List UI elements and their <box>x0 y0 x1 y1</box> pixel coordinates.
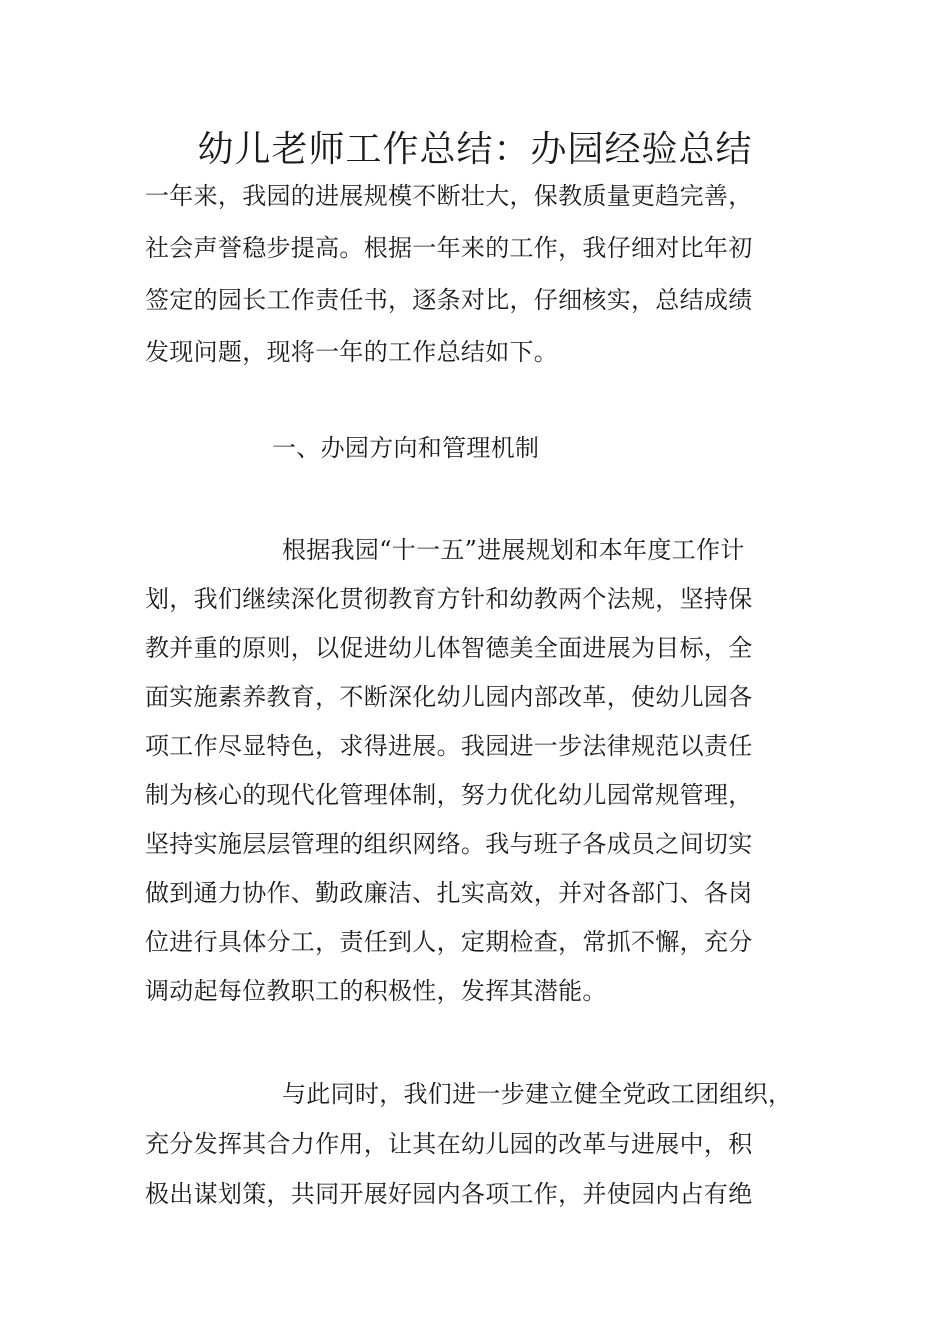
paragraph1-line-8: 做到通力协作、勤政廉洁、扎实高效，并对各部门、各岗 <box>145 879 753 907</box>
paragraph2-line-2: 充分发挥其合力作用，让其在幼儿园的改革与进展中，积 <box>145 1130 753 1158</box>
paragraph1-line-6: 制为核心的现代化管理体制，努力优化幼儿园常规管理， <box>145 781 753 809</box>
intro-line-3: 签定的园长工作责任书，逐条对比，仔细核实，总结成绩 <box>145 286 753 314</box>
intro-line-2: 社会声誉稳步提高。根据一年来的工作，我仔细对比年初 <box>145 234 753 262</box>
paragraph1-line-5: 项工作尽显特色，求得进展。我园进一步法律规范以责任 <box>145 732 753 760</box>
section-heading: 一、办园方向和管理机制 <box>272 434 540 462</box>
intro-line-4: 发现问题，现将一年的工作总结如下。 <box>145 338 559 366</box>
paragraph2-line-1: 与此同时，我们进一步建立健全党政工团组织， <box>282 1080 793 1108</box>
paragraph1-line-4: 面实施素养教育，不断深化幼儿园内部改革，使幼儿园各 <box>145 683 753 711</box>
paragraph1-line-2: 划，我们继续深化贯彻教育方针和幼教两个法规，坚持保 <box>145 585 753 613</box>
paragraph1-line-10: 调动起每位教职工的积极性，发挥其潜能。 <box>145 977 607 1005</box>
document-title: 幼儿老师工作总结：办园经验总结 <box>197 129 753 170</box>
paragraph1-line-7: 坚持实施层层管理的组织网络。我与班子各成员之间切实 <box>145 830 753 858</box>
intro-line-1: 一年来，我园的进展规模不断壮大，保教质量更趋完善， <box>145 182 753 210</box>
paragraph1-line-3: 教并重的原则，以促进幼儿体智德美全面进展为目标，全 <box>145 634 753 662</box>
paragraph1-line-9: 位进行具体分工，责任到人，定期检查，常抓不懈，充分 <box>145 928 753 956</box>
paragraph1-line-1: 根据我园“十一五”进展规划和本年度工作计 <box>282 536 745 564</box>
paragraph2-line-3: 极出谋划策，共同开展好园内各项工作，并使园内占有绝 <box>145 1180 753 1208</box>
